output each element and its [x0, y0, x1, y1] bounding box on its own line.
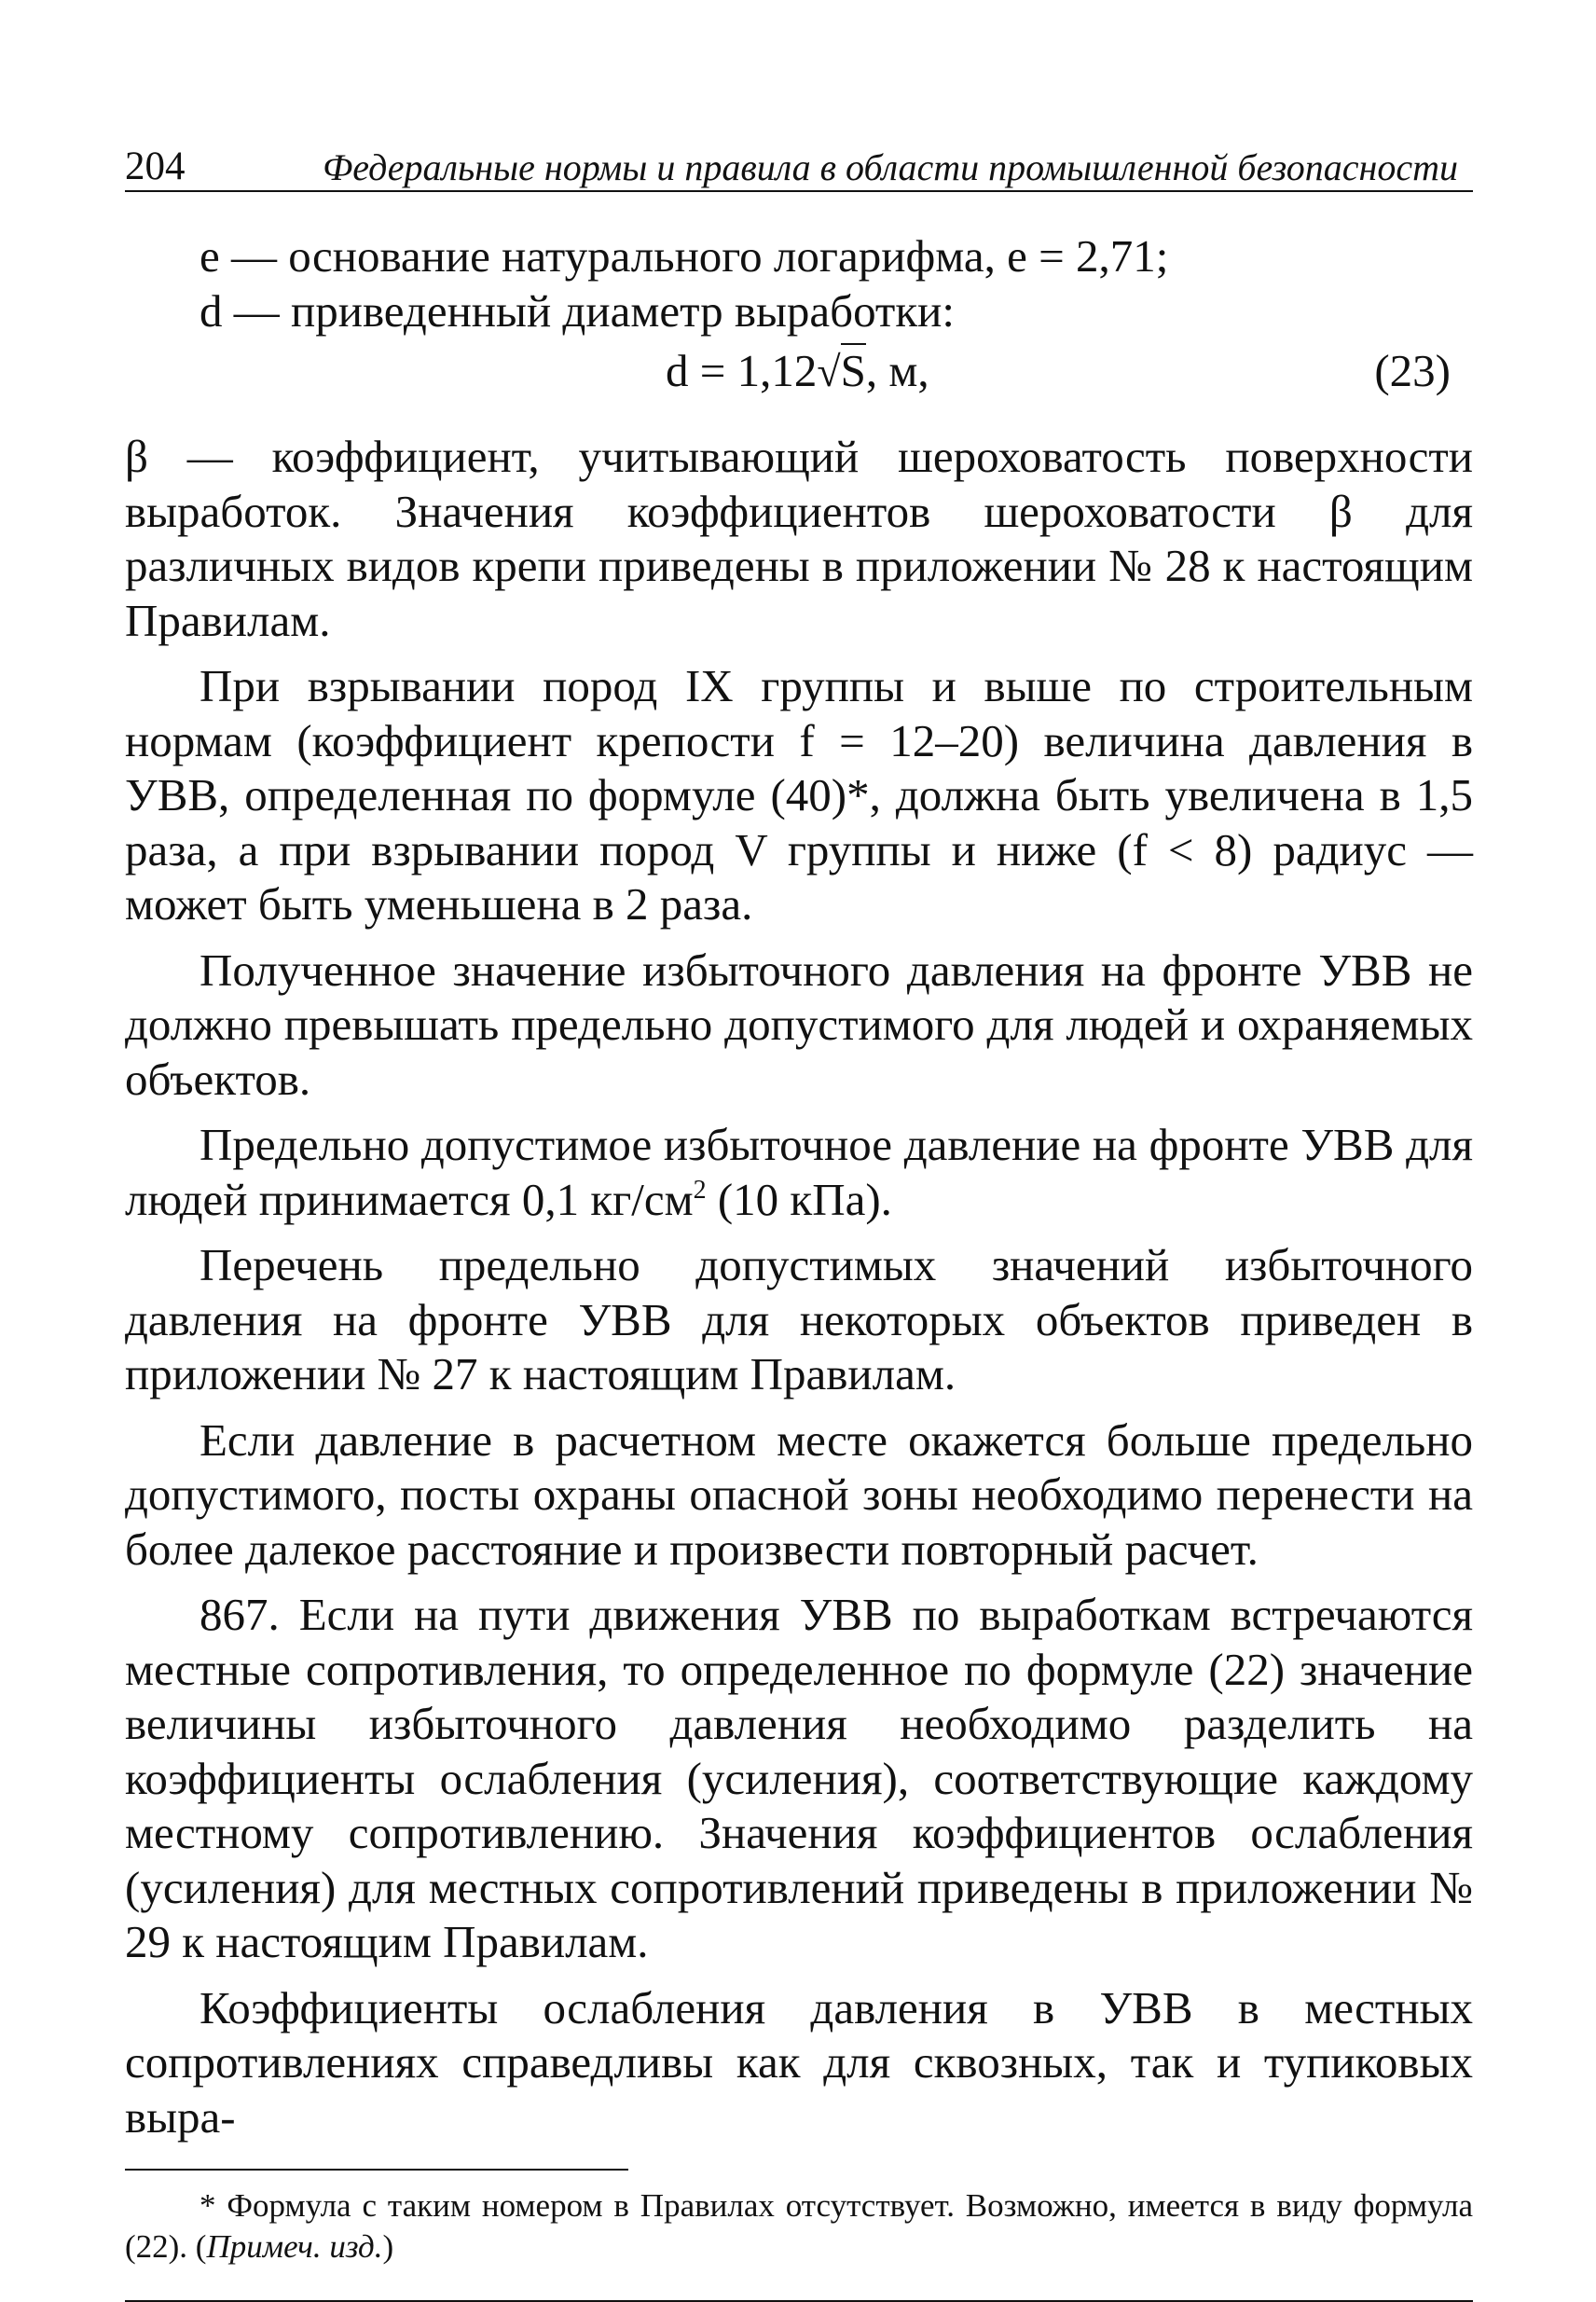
- document-page: [125, 140, 1473, 2302]
- paragraph-pressure: [125, 1118, 1473, 1227]
- body-text: [125, 229, 1473, 2144]
- paragraph-recalc: Если давление в расчетном месте окажется больше предельно допустимого, посты охраны опасной зоны необходимо перенести на более далекое расстояние и произвести повторный расчет.: [125, 1413, 1473, 1575]
- formula-number: (23): [1374, 345, 1451, 396]
- paragraph-coefficients: Коэффициенты ослабления давления в УВВ в местных сопротивлениях справедливы как для сквозных, так и тупиковых выра-: [125, 1981, 1473, 2143]
- formula-radicand: S: [840, 345, 866, 396]
- formula-unit: , м,: [865, 345, 929, 396]
- footnote-text: * Формула с таким номером в Правилах отсутствует. Возможно, имеется в виду формула (22). (: [125, 2187, 1473, 2265]
- footnote: [125, 2185, 1473, 2268]
- footnote-note: Примеч. изд.: [206, 2228, 383, 2265]
- paragraph-limit: Полученное значение избыточного давления на фронте УВВ не должно превышать предельно допустимого для людей и охраняемых объектов.: [125, 944, 1473, 1105]
- formula-expression: [666, 344, 929, 400]
- sqrt-icon: √: [817, 348, 841, 395]
- paragraph-list: Перечень предельно допустимых значений избыточного давления на фронте УВВ для некоторых объектов приведен в приложении № 27 к настоящим Правилам.: [125, 1239, 1473, 1399]
- footnote-close: ): [382, 2228, 394, 2265]
- running-title: Федеральные нормы и правила в области промышленной безопасности: [323, 146, 1458, 188]
- definition-d: d — приведенный диаметр выработки:: [200, 284, 955, 337]
- paragraph-blasting: При взрывании пород IX группы и выше по строительным нормам (коэффициент крепости f = 12–20) величина давления в УВВ, определенная по формуле (40)*, должна быть увеличена в 1,5 раза, а при взрывании пород V группы и ниже (f < 8) радиус — может быть уменьшена в 2 раза.: [125, 660, 1473, 930]
- paragraph-867: 867. Если на пути движения УВВ по выработкам встречаются местные сопротивления, то определенное по формуле (22) значение величины избыточного давления необходимо разделить на коэффициенты ослабления (усиления), соответствующие каждому местному сопротивлению. Значения коэффициентов ослабления (усиления) для местных сопротивлений приведены в приложении № 29 к настоящим Правилам.: [125, 1589, 1473, 1967]
- footnote-divider: [125, 2169, 628, 2171]
- definition-e: e — основание натурального логарифма, e = 2,71;: [200, 230, 1169, 282]
- page-number: 204: [125, 145, 186, 188]
- pressure-text: Предельно допустимое избыточное давление на фронте УВВ для людей принимается 0,1 кг/см: [125, 1119, 1473, 1225]
- formula-23: [125, 344, 1473, 402]
- page-header: [125, 140, 1473, 192]
- pressure-superscript: 2: [693, 1175, 707, 1205]
- paragraph-beta: β — коэффициент, учитывающий шероховатость поверхности выработок. Значения коэффициентов шероховатости β для различных видов крепи приведены в приложении № 28 к настоящим Правилам.: [125, 431, 1473, 646]
- formula-lhs: d = 1,12: [666, 345, 818, 396]
- pressure-text-end: (10 кПа).: [706, 1173, 892, 1225]
